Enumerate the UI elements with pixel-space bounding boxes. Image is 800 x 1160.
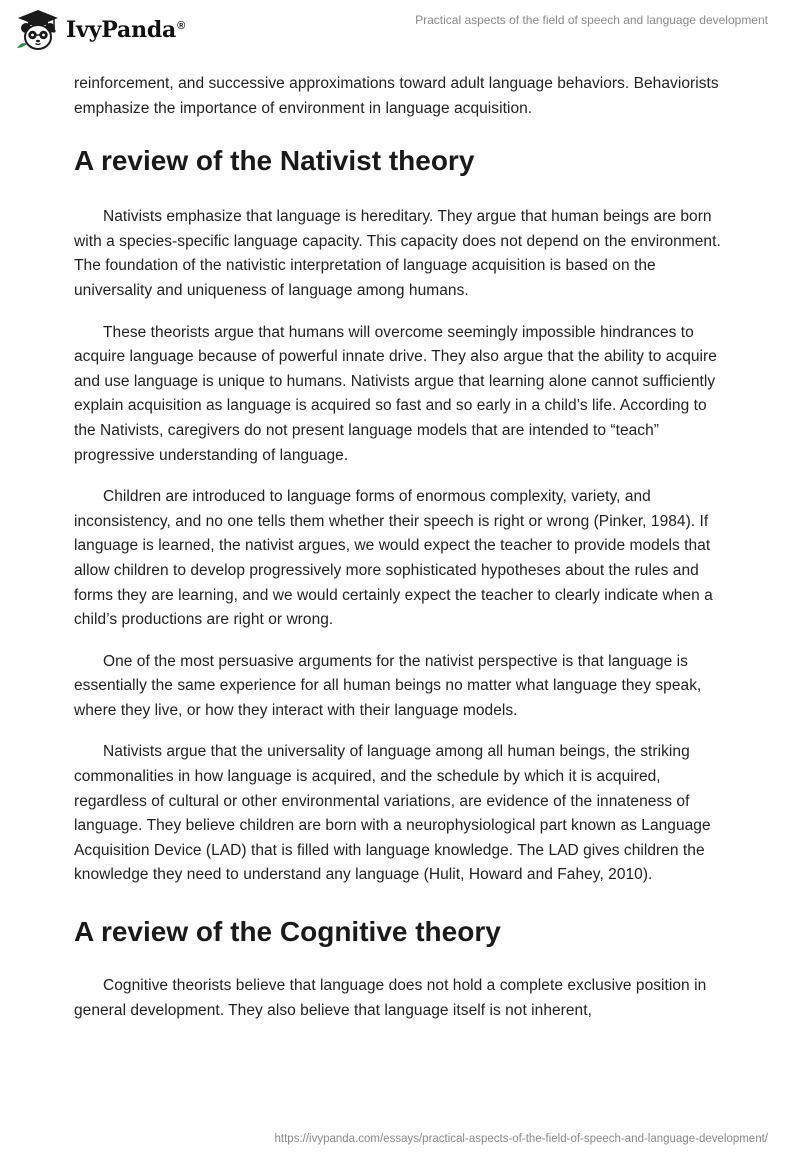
paragraph: One of the most persuasive arguments for the nativist perspective is that language is essentially the same experience for all human beings no matter what language they speak, where they live, or how they interact with their language models. [74, 652, 702, 719]
section-heading-nativist: A review of the Nativist theory [74, 145, 475, 177]
paragraph: These theorists argue that humans will overcome seemingly impossible hindrances to acquire language because of powerful innate drive. They also argue that the ability to acquire and use language is unique to humans. Nativists argue that learning alone cannot sufficiently explain acquisition as language is acquired so fast and so early in a child’s life. According to the Nativists, caregivers do not present language models that are intended to “teach” progressive understanding of language. [74, 323, 717, 464]
brand-name: IvyPanda® [66, 17, 186, 43]
essay-content [74, 72, 728, 1023]
paragraph: Cognitive theorists believe that language does not hold a complete exclusive position in general development. They also believe that language itself is not inherent, [74, 977, 707, 1019]
page-header [0, 0, 800, 60]
paragraph: Nativists emphasize that language is hereditary. They argue that human beings are born with a species-specific language capacity. This capacity does not depend on the environment. The foundation of the nativistic interpretation of language acquisition is based on the universality and uniqueness of language among humans. [74, 208, 721, 299]
brand-logo[interactable] [14, 8, 185, 52]
paragraph: Nativists argue that the universality of language among all human beings, the striking commonalities in how language is acquired, and the schedule by which it is acquired, regardless of cultural or other environmental variations, are evidence of the innateness of language. They believe children are born with a neurophysiological part known as Language Acquisition Device (LAD) that is filled with language knowledge. The LAD gives children the knowledge they need to understand any language (Hulit, Howard and Fahey, 2010). [74, 743, 711, 884]
paragraph-continued: reinforcement, and successive approximations toward adult language behaviors. Behaviorists emphasize the importance of environment in language acquisition. [74, 75, 719, 117]
document-title: Practical aspects of the field of speech and language development [415, 13, 768, 27]
section-heading-cognitive: A review of the Cognitive theory [74, 916, 501, 948]
panda-graduate-logo-icon [14, 8, 62, 52]
source-url[interactable]: https://ivypanda.com/essays/practical-aspects-of-the-field-of-speech-and-language-development/ [274, 1133, 768, 1145]
paragraph: Children are introduced to language forms of enormous complexity, variety, and inconsistency, and no one tells them whether their speech is right or wrong (Pinker, 1984). If language is learned, the nativist argues, we would expect the teacher to provide models that allow children to develop progressively more sophisticated hypotheses about the rules and forms they are learning, and we would certainly expect the teacher to clearly indicate when a child’s productions are right or wrong. [74, 488, 713, 629]
